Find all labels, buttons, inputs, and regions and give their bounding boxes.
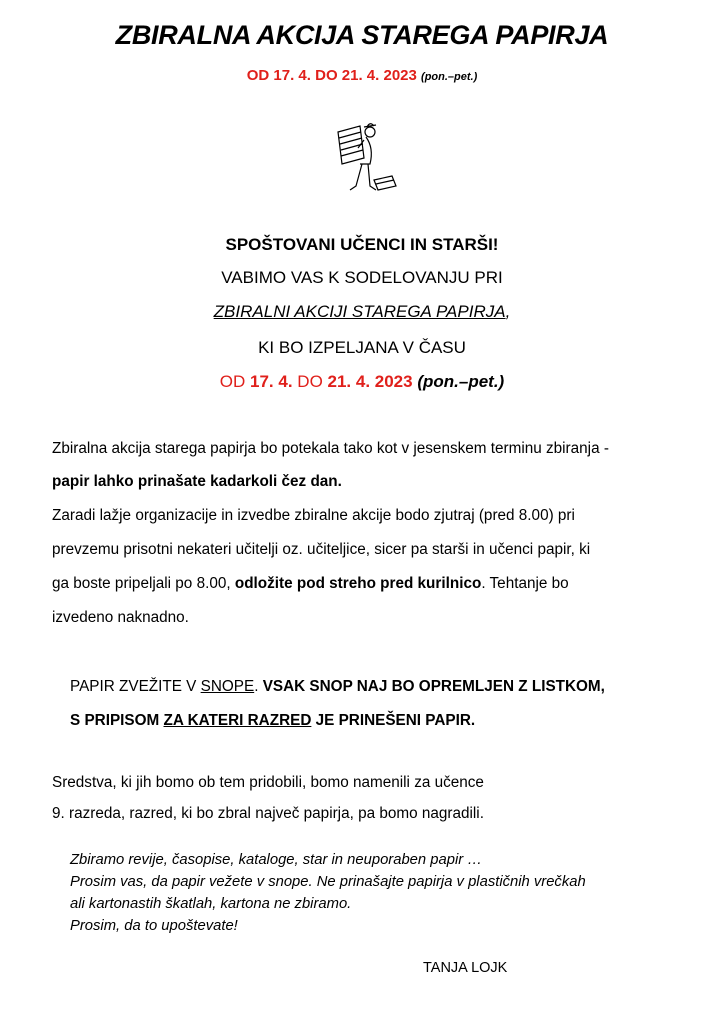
invite-line: VABIMO VAS K SODELOVANJU PRI xyxy=(221,268,503,287)
date-end: 21. 4. 2023 xyxy=(327,372,413,391)
funds-line: Sredstva, ki jih bomo ob tem pridobili, bomo namenili za učence xyxy=(52,774,484,791)
funds-line: 9. razreda, razred, ki bo zbral največ papirja, pa bomo nagradili. xyxy=(52,805,484,822)
paragraph-line: Zbiralna akcija starega papirja bo potekala tako kot v jesenskem terminu zbiranja - xyxy=(52,440,609,457)
invite-date xyxy=(0,372,724,392)
instruction-c: . xyxy=(254,678,263,695)
action-name xyxy=(0,302,724,322)
action-name-comma: , xyxy=(505,302,511,321)
paragraph-line: izvedeno naknadno. xyxy=(52,609,189,626)
action-name-text: ZBIRALNI AKCIJI STAREGA PAPIRJA xyxy=(213,302,506,321)
drop-off-suffix: . Tehtanje bo xyxy=(481,575,569,592)
instruction-line xyxy=(70,678,605,696)
note-line: ali kartonastih škatlah, kartona ne zbiramo. xyxy=(70,896,352,912)
instruction-class: ZA KATERI RAZRED xyxy=(163,712,312,729)
date-days: (pon.–pet.) xyxy=(417,372,505,391)
paragraph-line: Zaradi lažje organizacije in izvedbe zbiralne akcije bodo zjutraj (pred 8.00) pri xyxy=(52,507,575,524)
invite-time-line: KI BO IZPELJANA V ČASU xyxy=(258,338,466,357)
header-date-days: (pon.–pet.) xyxy=(421,71,478,83)
paragraph-line xyxy=(52,575,682,593)
instruction-line xyxy=(70,712,475,730)
note-line: Zbiramo revije, časopise, kataloge, star in neuporaben papir … xyxy=(70,852,483,868)
instruction-e: S PRIPISOM xyxy=(70,712,164,729)
signature: TANJA LOJK xyxy=(423,960,508,976)
date-do: DO xyxy=(292,372,328,391)
person-carrying-paper-stack-icon xyxy=(330,118,398,200)
drop-off-location: odložite pod streho pred kurilnico xyxy=(234,575,482,592)
header-date-range: OD 17. 4. DO 21. 4. 2023 xyxy=(246,67,417,84)
paragraph-line-bold: papir lahko prinašate kadarkoli čez dan. xyxy=(52,473,342,490)
instruction-snope: SNOPE xyxy=(200,678,255,695)
date-od: OD xyxy=(219,372,251,391)
drop-off-prefix: ga boste pripeljali po 8.00, xyxy=(52,575,235,592)
header-date xyxy=(0,67,724,84)
paragraph-line: prevzemu prisotni nekateri učitelji oz. učiteljice, sicer pa starši in učenci papir, ki xyxy=(52,541,591,558)
instruction-a: PAPIR ZVEŽITE V xyxy=(70,678,201,695)
note-line: Prosim vas, da papir vežete v snope. Ne prinašajte papirja v plastičnih vrečkah xyxy=(70,874,586,890)
greeting: SPOŠTOVANI UČENCI IN STARŠI! xyxy=(225,235,499,254)
date-start: 17. 4. xyxy=(250,372,293,391)
instruction-g: JE PRINEŠENI PAPIR. xyxy=(311,712,476,729)
note-line: Prosim, da to upoštevate! xyxy=(70,918,238,934)
instruction-d: VSAK SNOP NAJ BO OPREMLJEN Z LISTKOM, xyxy=(262,678,605,695)
page-title: ZBIRALNA AKCIJA STAREGA PAPIRJA xyxy=(115,20,609,50)
